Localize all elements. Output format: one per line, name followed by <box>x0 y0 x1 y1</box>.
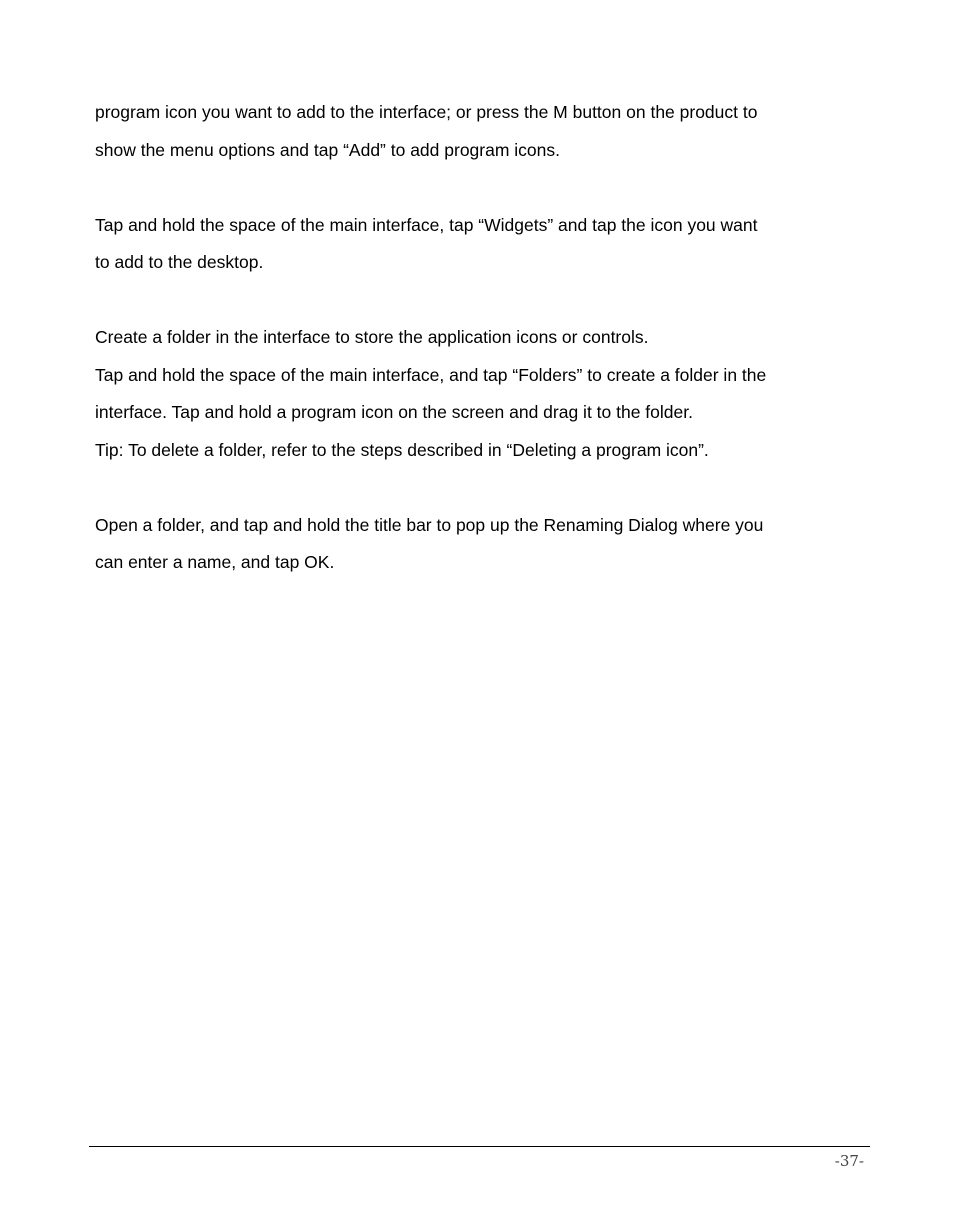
footer-divider <box>89 1146 870 1147</box>
page-number: -37- <box>834 1152 864 1170</box>
text-line: can enter a name, and tap OK. <box>95 552 335 572</box>
paragraph-widgets <box>95 207 835 282</box>
paragraph-create-folder <box>95 319 835 469</box>
text-line: Tap and hold the space of the main interface, tap “Widgets” and tap the icon you want <box>95 214 758 235</box>
text-line: interface. Tap and hold a program icon on the screen and drag it to the folder. <box>95 402 693 422</box>
text-line: to add to the desktop. <box>95 252 264 272</box>
paragraph-rename-folder <box>95 507 835 582</box>
paragraph-add-program-icons <box>95 94 835 169</box>
text-line: Tap and hold the space of the main interface, and tap “Folders” to create a folder in the <box>95 364 767 385</box>
text-line: Create a folder in the interface to store the application icons or controls. <box>95 327 649 347</box>
text-line: show the menu options and tap “Add” to add program icons. <box>95 139 560 160</box>
paragraph-spacer <box>95 169 835 207</box>
paragraph-spacer <box>95 469 835 507</box>
document-body <box>95 94 835 582</box>
text-line: Tip: To delete a folder, refer to the steps described in “Deleting a program icon”. <box>95 439 709 460</box>
text-line: program icon you want to add to the interface; or press the M button on the product to <box>95 102 758 122</box>
text-line: Open a folder, and tap and hold the title bar to pop up the Renaming Dialog where you <box>95 514 764 535</box>
paragraph-spacer <box>95 282 835 320</box>
